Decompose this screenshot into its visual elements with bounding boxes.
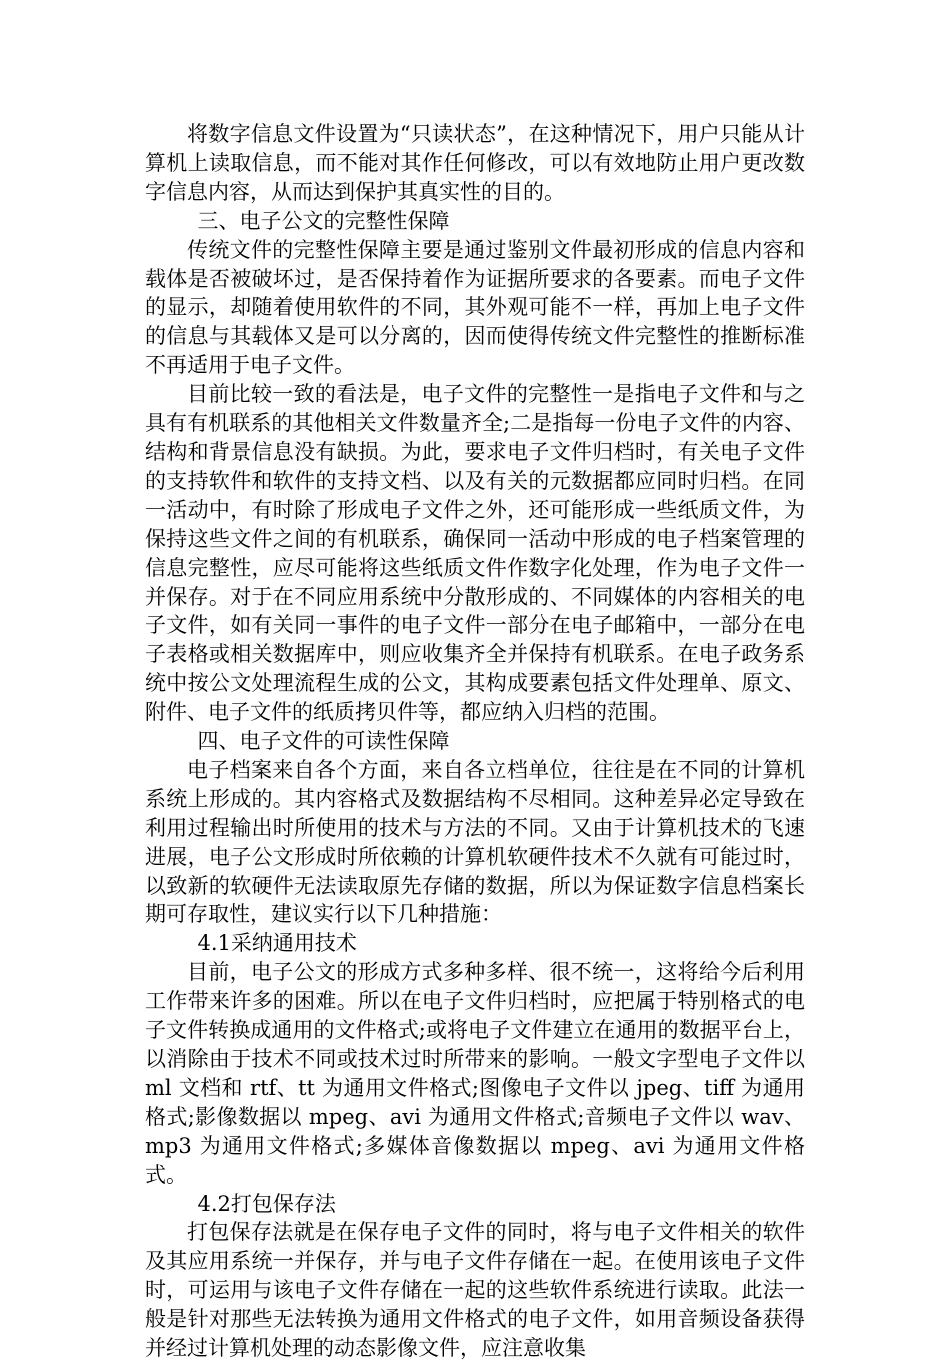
paragraph: 将数字信息文件设置为“只读状态”，在这种情况下，用户只能从计算机上读取信息，而不能对其作任何修改，可以有效地防止用户更改数字信息内容，从而达到保护其真实性的目的。 (145, 122, 805, 204)
paragraph: 目前，电子公文的形成方式多种多样、很不统一，这将给今后利用工作带来许多的困难。所以在电子文件归档时，应把属于特别格式的电子文件转换成通用的文件格式;或将电子文件建立在通用的数据平台上，以消除由于技术不同或技术过时所带来的影响。一般文字型电子文件以 ml 文档和 rtf、tt 为通用文件格式;图像电子文件以 jpeg、tiff 为通用格式;影像数据以 mpeg、avi 为通用文件格式;音频电子文件以 wav、mp3 为通用文件格式;多媒体音像数据以 mpeg、avi 为通用文件格式。 (145, 960, 805, 1187)
document-page (145, 120, 805, 1363)
section-heading: 四、电子文件的可读性保障 (197, 729, 450, 754)
subsection-heading: 4.1采纳通用技术 (197, 931, 357, 956)
subsection-heading: 4.2打包保存法 (197, 1191, 336, 1216)
paragraph: 传统文件的完整性保障主要是通过鉴别文件最初形成的信息内容和载体是否被破坏过，是否保持着作为证据所要求的各要素。而电子文件的显示，却随着使用软件的不同，其外观可能不一样，再加上电子文件的信息与其载体又是可以分离的，因而使得传统文件完整性的推断标准不再适用于电子文件。 (145, 237, 805, 378)
section-heading: 三、电子公文的完整性保障 (197, 208, 450, 233)
paragraph: 目前比较一致的看法是，电子文件的完整性一是指电子文件和与之具有有机联系的其他相关文件数量齐全;二是指每一份电子文件的内容、结构和背景信息没有缺损。为此，要求电子文件归档时，有关电子文件的支持软件和软件的支持文档、以及有关的元数据都应同时归档。在同一活动中，有时除了形成电子文件之外，还可能形成一些纸质文件，为保持这些文件之间的有机联系，确保同一活动中形成的电子档案管理的信息完整性，应尽可能将这些纸质文件作数字化处理，作为电子文件一并保存。对于在不同应用系统中分散形成的、不同媒体的内容相关的电子文件，如有关同一事件的电子文件一部分在电子邮箱中，一部分在电子表格或相关数据库中，则应收集齐全并保持有机联系。在电子政务系统中按公文处理流程生成的公文，其构成要素包括文件处理单、原文、附件、电子文件的纸质拷贝件等，都应纳入归档的范围。 (145, 382, 805, 725)
paragraph: 电子档案来自各个方面，来自各立档单位，往往是在不同的计算机系统上形成的。其内容格式及数据结构不尽相同。这种差异必定导致在利用过程输出时所使用的技术与方法的不同。又由于计算机技术的飞速进展，电子公文形成时所依赖的计算机软硬件技术不久就有可能过时，以致新的软硬件无法读取原先存储的数据，所以为保证数字信息档案长期可存取性，建议实行以下几种措施： (145, 757, 805, 927)
paragraph: 打包保存法就是在保存电子文件的同时，将与电子文件相关的软件及其应用系统一并保存，并与电子文件存储在一起。在使用该电子文件时，可运用与该电子文件存储在一起的这些软件系统进行读取。此法一般是针对那些无法转换为通用文件格式的电子文件，如用音频设备获得并经过计算机处理的动态影像文件，应注意收集 (145, 1220, 805, 1361)
